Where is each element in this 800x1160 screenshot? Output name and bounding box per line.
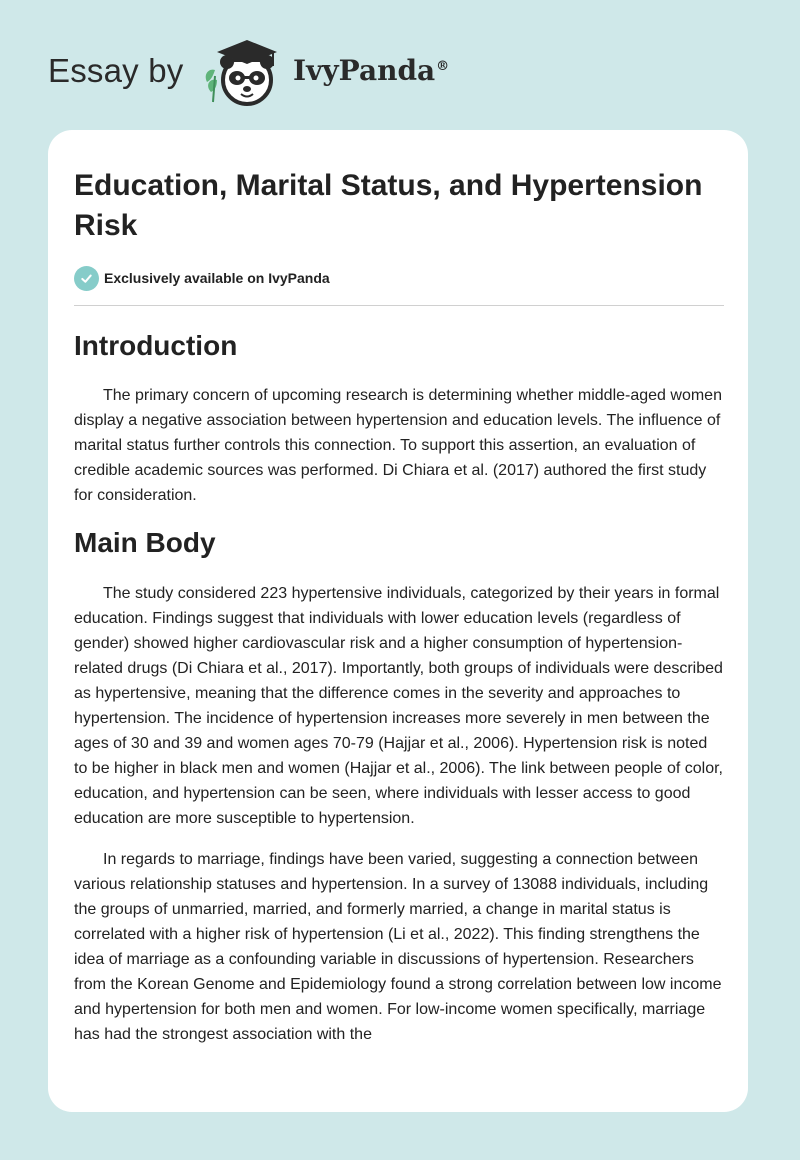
main-body-paragraph-2: In regards to marriage, findings have been varied, suggesting a connection between various relationship statuses and hypertension. In a survey of 13088 individuals, including the groups of unmarried, married, and formerly married, a change in marital status is correlated with a higher risk of hypertension (Li et al., 2022). This finding strengthens the idea of marriage as a confounding variable in discussions of hypertension. Researchers from the Korean Genome and Epidemiology found a strong correlation between low income and hypertension for both men and women. For low-income women specifically, marriage has had the strongest association with the [74, 851, 722, 1043]
exclusive-badge [74, 265, 724, 291]
section-heading-introduction: Introduction [74, 330, 238, 361]
registered-mark: ® [436, 58, 450, 74]
check-circle-icon [74, 266, 99, 291]
article-title: Education, Marital Status, and Hypertension Risk [74, 169, 703, 242]
intro-paragraph: The primary concern of upcoming research is determining whether middle-aged women display a negative association between hypertension and education levels. The influence of marital status further controls this connection. To support this assertion, an evaluation of credible academic sources was performed. Di Chiara et al. (2017) authored the first study for consideration. [74, 387, 722, 504]
brand-prefix: Essay by [48, 52, 184, 89]
exclusive-badge-text: Exclusively available on IvyPanda [104, 270, 330, 286]
brand-name: IvyPanda® [293, 54, 450, 87]
panda-graduate-icon [201, 36, 289, 108]
brand-header[interactable] [48, 36, 468, 108]
divider [74, 305, 724, 306]
section-heading-main-body: Main Body [74, 527, 216, 558]
article-content [74, 166, 724, 1047]
main-body-paragraph-1: The study considered 223 hypertensive individuals, categorized by their years in formal education. Findings suggest that individuals with lower education levels (regardless of gender) showed higher cardiovascular risk and a higher consumption of hypertension-related drugs (Di Chiara et al., 2017). Importantly, both groups of individuals were described as hypertensive, meaning that the difference comes in the severity and approaches to hypertension. The incidence of hypertension increases more severely in men between the ages of 30 and 39 and women ages 70-79 (Hajjar et al., 2006). Hypertension risk is noted to be higher in black men and women (Hajjar et al., 2006). The link between people of color, education, and hypertension can be seen, where individuals with lesser access to good education are more susceptible to hypertension. [74, 585, 723, 827]
article-card [48, 130, 748, 1112]
